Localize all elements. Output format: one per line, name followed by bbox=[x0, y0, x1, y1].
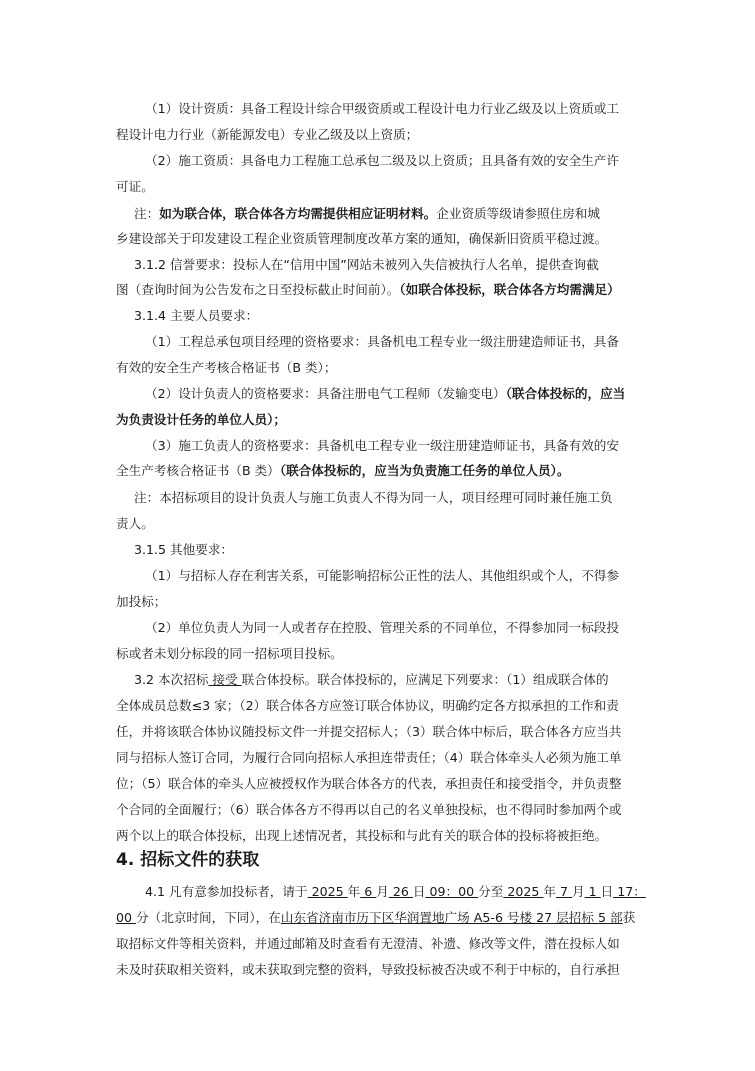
text-line bbox=[116, 594, 640, 610]
text-segment: 3.2 本次招标 bbox=[134, 672, 209, 687]
text-segment: 注： bbox=[134, 206, 160, 221]
text-line bbox=[116, 179, 640, 195]
text-segment: 日 bbox=[600, 884, 614, 899]
text-line bbox=[134, 490, 640, 506]
text-segment: 7 bbox=[556, 884, 573, 899]
text-segment: 日 bbox=[412, 884, 426, 899]
text-line bbox=[145, 568, 640, 584]
text-segment: 3.1.4 主要人员要求： bbox=[134, 308, 259, 323]
text-segment: 17： bbox=[613, 884, 646, 899]
text-line bbox=[116, 282, 640, 298]
text-segment: 3.1.5 其他要求： bbox=[134, 542, 234, 557]
text-segment: 1 bbox=[584, 884, 601, 899]
text-line bbox=[134, 257, 640, 273]
text-line bbox=[116, 698, 640, 714]
text-line bbox=[116, 360, 640, 376]
text-line bbox=[116, 802, 640, 818]
text-line bbox=[145, 101, 640, 117]
text-segment: 年 bbox=[347, 884, 361, 899]
text-segment: 全体成员总数≤3 家；（2）联合体各方应签订联合体协议，明确约定各方拟承担的工作和责 bbox=[116, 698, 619, 713]
text-line bbox=[116, 936, 640, 952]
text-line bbox=[145, 620, 640, 636]
text-segment: 有效的安全生产考核合格证书（B 类）； bbox=[116, 360, 337, 375]
text-line bbox=[134, 308, 640, 324]
text-line bbox=[145, 386, 640, 402]
text-segment: 企业资质等级请参照住房和城 bbox=[436, 206, 600, 221]
text-segment: 2025 bbox=[503, 884, 544, 899]
text-line bbox=[134, 542, 640, 558]
text-segment: （如联合体投标，联合体各方均需满足） bbox=[399, 282, 620, 297]
text-segment: 为负责设计任务的单位人员）； bbox=[116, 412, 287, 427]
text-segment: （1）工程总承包项目经理的资格要求：具备机电工程专业一级注册建造师证书，具备 bbox=[145, 334, 619, 349]
text-segment: 两个以上的联合体投标，出现上述情况者，其投标和与此有关的联合体的投标将被拒绝。 bbox=[116, 828, 608, 843]
text-segment: 26 bbox=[388, 884, 413, 899]
text-segment: 个合同的全面履行；（6）联合体各方不得再以自己的名义单独投标，也不得同时参加两个或 bbox=[116, 802, 622, 817]
text-segment: 全生产考核合格证书（B 类） bbox=[116, 463, 280, 478]
text-segment: （联合体投标的，应当 bbox=[505, 386, 626, 401]
text-line bbox=[116, 412, 640, 428]
text-line bbox=[134, 672, 640, 688]
text-line bbox=[116, 724, 640, 740]
text-line bbox=[134, 206, 640, 222]
text-segment: 09：00 bbox=[425, 884, 479, 899]
text-line bbox=[116, 750, 640, 766]
text-segment: 责人。 bbox=[116, 516, 154, 531]
text-segment: 2025 bbox=[307, 884, 348, 899]
text-line bbox=[116, 231, 640, 247]
text-segment: 乡建设部关于印发建设工程企业资质管理制度改革方案的通知，确保新旧资质平稳过渡。 bbox=[116, 231, 608, 246]
text-segment: 月 bbox=[376, 884, 389, 899]
text-segment: 山东省济南市历下区华润置地广场 A5-6 号楼 27 层招标 5 部 bbox=[280, 910, 623, 925]
text-segment: 3.1.2 信誉要求：投标人在“信用中国”网站未被列入失信被执行人名单，提供查询截 bbox=[134, 257, 599, 272]
text-segment: 任，并将该联合体协议随投标文件一并提交招标人；（3）联合体中标后，联合体各方应当共 bbox=[116, 724, 622, 739]
text-segment: 标或者未划分标段的同一招标项目投标。 bbox=[116, 646, 343, 661]
text-line bbox=[116, 516, 640, 532]
section-heading: 4. 招标文件的获取 bbox=[116, 850, 260, 870]
text-segment: 接受 bbox=[208, 672, 242, 687]
text-segment: 联合体投标。联合体投标的，应满足下列要求：（1）组成联合体的 bbox=[241, 672, 609, 687]
text-segment: 同与招标人签订合同，为履行合同向招标人承担连带责任；（4）联合体牵头人必须为施工单 bbox=[116, 750, 622, 765]
text-segment: 分至 bbox=[478, 884, 504, 899]
text-segment: 图（查询时间为公告发布之日至投标截止时间前）。 bbox=[116, 282, 400, 297]
text-segment: 程设计电力行业（新能源发电）专业乙级及以上资质； bbox=[116, 127, 419, 142]
text-segment: 月 bbox=[572, 884, 585, 899]
text-segment: （3）施工负责人的资格要求：具备机电工程专业一级注册建造师证书，具备有效的安 bbox=[145, 438, 619, 453]
text-segment: （1）与招标人存在利害关系，可能影响招标公正性的法人、其他组织或个人，不得参 bbox=[145, 568, 619, 583]
text-segment: （1）设计资质：具备工程设计综合甲级资质或工程设计电力行业乙级及以上资质或工 bbox=[145, 101, 619, 116]
text-segment: （2）设计负责人的资格要求：具备注册电气工程师（发输变电） bbox=[145, 386, 506, 401]
text-segment: 未及时获取相关资料，或未获取到完整的资料，导致投标被否决或不利于中标的，自行承担 bbox=[116, 962, 620, 977]
text-segment: 4.1 凡有意参加投标者，请于 bbox=[145, 884, 308, 899]
text-line bbox=[116, 828, 640, 844]
text-segment: 位；（5）联合体的牵头人应被授权作为联合体各方的代表，承担责任和接受指令，并负责整 bbox=[116, 776, 622, 791]
text-line bbox=[116, 463, 640, 479]
text-segment: 分（北京时间，下同），在 bbox=[136, 910, 281, 925]
text-segment: （2）施工资质：具备电力工程施工总承包二级及以上资质；且具备有效的安全生产许 bbox=[145, 153, 619, 168]
text-line bbox=[145, 153, 640, 169]
text-segment: 加投标； bbox=[116, 594, 167, 609]
text-line bbox=[116, 776, 640, 792]
text-line bbox=[145, 438, 640, 454]
text-line bbox=[116, 910, 640, 926]
text-line bbox=[116, 127, 640, 143]
text-line bbox=[145, 884, 646, 900]
text-segment: 获 bbox=[622, 910, 636, 925]
text-segment: （2）单位负责人为同一人或者存在控股、管理关系的不同单位，不得参加同一标段投 bbox=[145, 620, 619, 635]
text-line bbox=[116, 962, 640, 978]
text-line bbox=[116, 646, 640, 662]
text-segment: 可证。 bbox=[116, 179, 154, 194]
text-segment: 取招标文件等相关资料，并通过邮箱及时查看有无澄清、补遗、修改等文件，潜在投标人如 bbox=[116, 936, 620, 951]
text-segment: （联合体投标的，应当为负责施工任务的单位人员）。 bbox=[279, 463, 570, 478]
text-segment: 注：本招标项目的设计负责人与施工负责人不得为同一人，项目经理可同时兼任施工负 bbox=[134, 490, 613, 505]
text-segment: 年 bbox=[543, 884, 556, 899]
text-segment: 00 bbox=[116, 910, 137, 925]
text-segment: 如为联合体，联合体各方均需提供相应证明材料。 bbox=[159, 206, 437, 221]
text-segment: 6 bbox=[360, 884, 377, 899]
text-line bbox=[145, 334, 640, 350]
